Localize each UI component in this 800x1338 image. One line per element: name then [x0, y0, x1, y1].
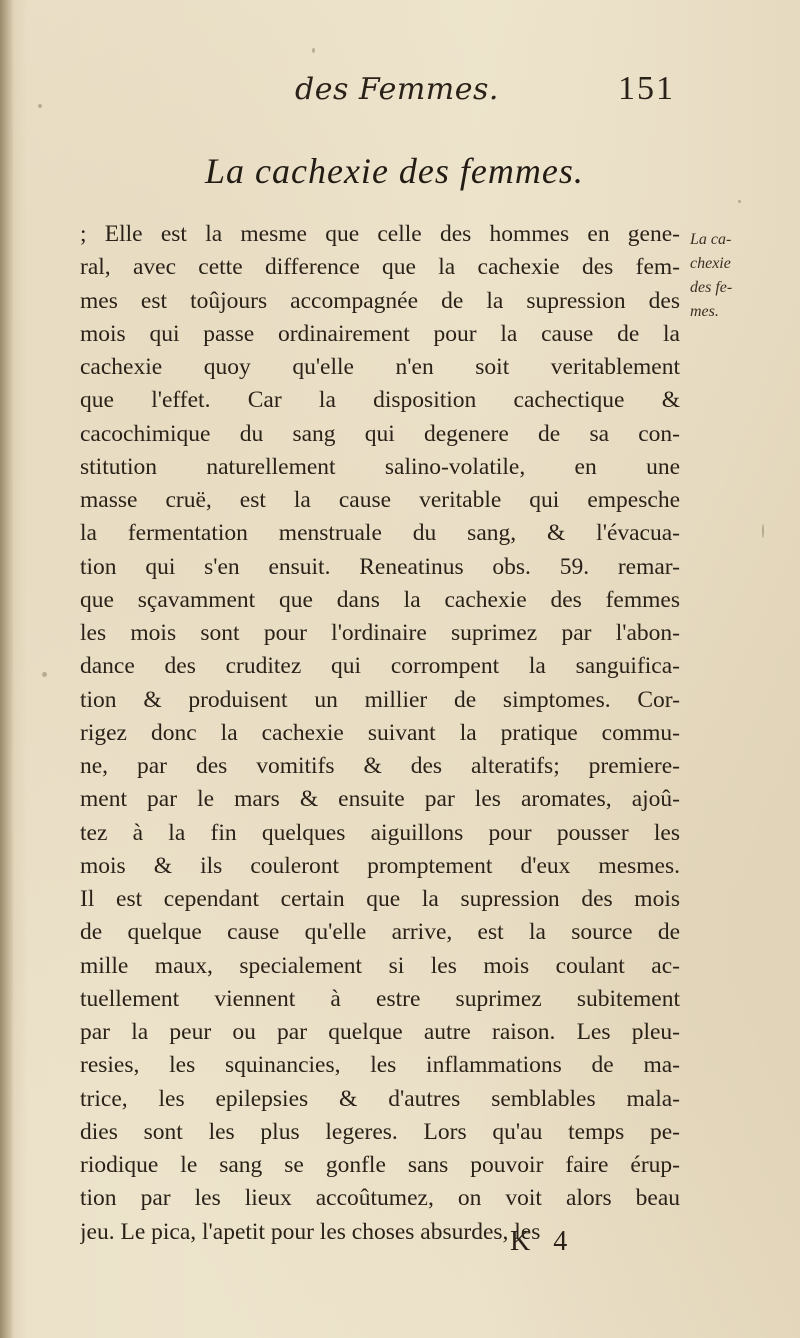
- text-line: ral, avec cette difference que la cachexie des fem-: [80, 254, 680, 281]
- margin-note-line: des fe-: [690, 279, 733, 296]
- text-line: ne, par des vomitifs & des alteratifs; premiere-: [80, 753, 680, 779]
- text-line: tion & produisent un millier de simptomes. Cor-: [80, 686, 680, 713]
- running-head: [0, 66, 800, 116]
- text-line: dies sont les plus legeres. Lors qu'au temps pe-: [80, 1118, 680, 1145]
- margin-note: [690, 228, 790, 324]
- text-line: tion par les lieux accoûtumez, on voit alors beau: [80, 1185, 680, 1212]
- text-line: rigez donc la cachexie suivant la pratique commu-: [80, 719, 680, 746]
- text-line: par la peur ou par quelque autre raison. Les pleu-: [80, 1019, 680, 1045]
- text-line: la fermentation menstruale du sang, & l'évacua-: [80, 520, 680, 547]
- text-line: Il est cependant certain que la supression des mois: [80, 886, 680, 912]
- ink-speck: [38, 104, 42, 108]
- text-line: mois qui passe ordinairement pour la cause de la: [80, 320, 680, 347]
- text-line: mes est toûjours accompagnée de la supression des: [80, 287, 680, 314]
- section-title: La cachexie des femmes.: [205, 151, 584, 191]
- margin-note-line: chexie: [690, 255, 731, 272]
- text-line: dance des cruditez qui corrompent la sanguifica-: [80, 653, 680, 680]
- text-line: trice, les epilepsies & d'autres semblables mala-: [80, 1085, 680, 1112]
- text-line: cachexie quoy qu'elle n'en soit veritablement: [80, 354, 680, 380]
- text-line: que sçavamment que dans la cachexie des femmes: [80, 586, 680, 613]
- text-line: jeu. Le pica, l'apetit pour les choses absurdes, les: [80, 1218, 541, 1245]
- text-line: ment par le mars & ensuite par les aromates, ajoû-: [80, 786, 680, 813]
- text-line: tion qui s'en ensuit. Reneatinus obs. 59. remar-: [80, 553, 680, 580]
- text-line: cacochimique du sang qui degenere de sa con-: [80, 420, 680, 447]
- margin-note-line: La ca-: [690, 231, 732, 248]
- margin-note-line: mes.: [690, 303, 719, 320]
- text-line: les mois sont pour l'ordinaire suprimez par l'abon-: [80, 620, 680, 646]
- text-line: mille maux, specialement si les mois coulant ac-: [80, 952, 680, 979]
- page-number: 151: [618, 70, 675, 107]
- text-line: tuellement viennent à estre suprimez subitement: [80, 985, 680, 1012]
- text-line: mois & ils couleront promptement d'eux mesmes.: [80, 852, 680, 879]
- text-line: masse cruë, est la cause veritable qui empesche: [80, 487, 680, 513]
- text-line: de quelque cause qu'elle arrive, est la source de: [80, 919, 680, 946]
- text-line: riodique le sang se gonfle sans pouvoir faire érup-: [80, 1152, 680, 1178]
- signature-mark: K 4: [510, 1226, 576, 1257]
- ink-speck: [42, 672, 47, 677]
- page-gutter: [0, 0, 14, 1338]
- text-line: tez à la fin quelques aiguillons pour pousser les: [80, 819, 680, 846]
- running-title: des Femmes.: [295, 72, 499, 107]
- ink-speck: [738, 200, 741, 203]
- text-line: stitution naturellement salino-volatile, en une: [80, 453, 680, 480]
- text-line: que l'effet. Car la disposition cachectique &: [80, 387, 680, 414]
- text-line: ; Elle est la mesme que celle des hommes en gene-: [80, 221, 680, 247]
- text-line: resies, les squinancies, les inflammations de ma-: [80, 1052, 680, 1079]
- body-text: [80, 218, 680, 1249]
- ink-speck: [762, 524, 764, 538]
- ink-speck: [312, 48, 315, 53]
